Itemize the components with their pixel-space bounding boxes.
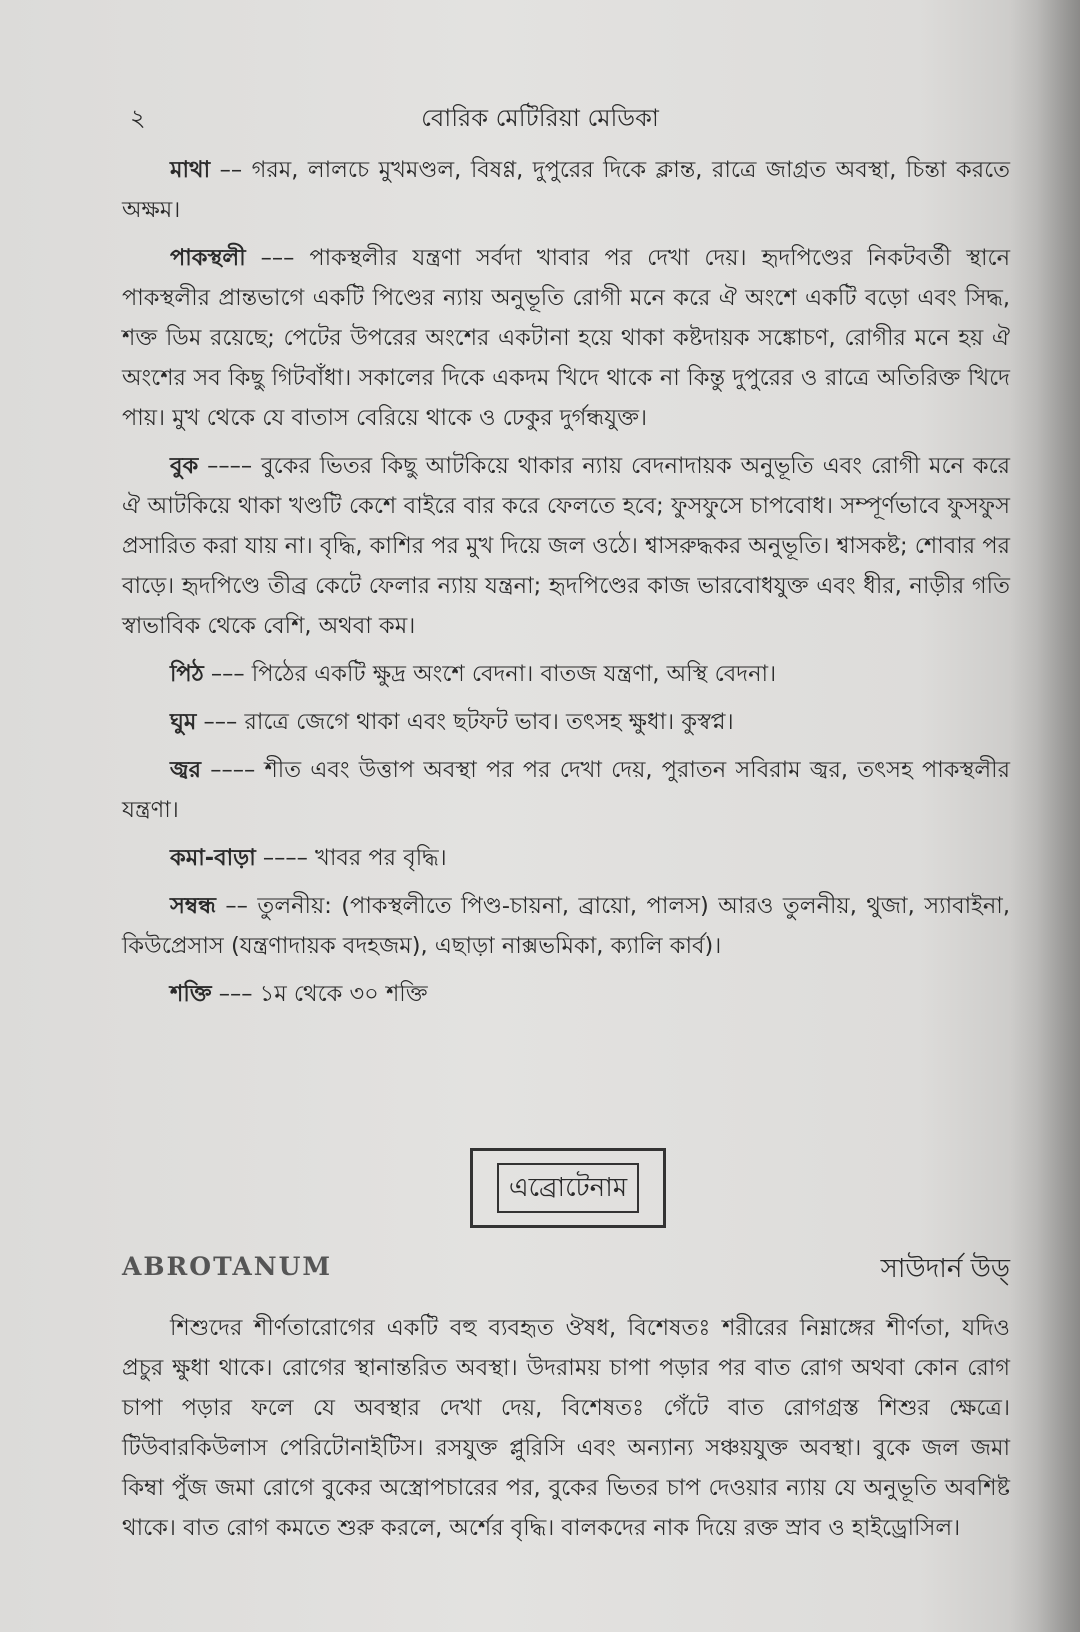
remedy-banner-text: এব্রোটেনাম: [497, 1163, 639, 1213]
main-text: [122, 150, 1010, 1022]
page-number: ২: [130, 104, 146, 132]
section-heading: বুক: [170, 453, 199, 479]
section-heading: পাকস্থলী: [170, 245, 246, 271]
section-body: –– গরম, লালচে মুখমণ্ডল, বিষণ্ণ, দুপুরের দিকে ক্লান্ত, রাত্রে জাগ্রত অবস্থা, চিন্তা করতে অক্ষম।: [122, 157, 1010, 223]
section-body: –––– খাবর পর বৃদ্ধি।: [255, 845, 447, 871]
section-heading: কমা-বাড়া: [170, 845, 256, 871]
section-body: ––– ১ম থেকে ৩০ শক্তি: [211, 981, 428, 1007]
remedy-name-banner: [470, 1148, 666, 1228]
section-back: [122, 654, 1010, 694]
section-body: ––– পিঠের একটি ক্ষুদ্র অংশে বেদনা। বাতজ যন্ত্রণা, অস্থি বেদনা।: [203, 661, 777, 687]
section-heading: মাথা: [170, 157, 211, 183]
running-title: বোরিক মেটিরিয়া মেডিকা: [421, 104, 659, 132]
section-heading: পিঠ: [170, 661, 204, 687]
section-body: ––– পাকস্থলীর যন্ত্রণা সর্বদা খাবার পর দেখা দেয়। হৃদপিণ্ডের নিকটবর্তী স্থানে পাকস্থলীর প্রান্তভাগে একটি পিণ্ডের ন্যায় অনুভূতি রোগী মনে করে ঐ অংশে একটি বড়ো এবং সিদ্ধ, শক্ত ডিম রয়েছে; পেটের উপরের অংশের একটানা হয়ে থাকা কষ্টদায়ক সঙ্কোচণ, রোগীর মনে হয় ঐ অংশের সব কিছু গিটবাঁধা। সকালের দিকে একদম খিদে থাকে না কিন্তু দুপুরের ও রাত্রে অতিরিক্ত খিদে পায়। মুখ থেকে যে বাতাস বেরিয়ে থাকে ও ঢেকুর দুর্গন্ধযুক্ত।: [122, 245, 1010, 431]
remedy-description: [122, 1308, 1010, 1556]
remedy-common-name: সাউদার্ন উড্: [880, 1254, 1010, 1284]
section-body: ––– রাত্রে জেগে থাকা এবং ছটফট ভাব। তৎসহ ক্ষুধা। কুস্বপ্ন।: [196, 709, 734, 735]
remedy-title-row: [122, 1244, 1010, 1292]
section-body: –––– শীত এবং উত্তাপ অবস্থা পর পর দেখা দেয়, পুরাতন সবিরাম জ্বর, তৎসহ পাকস্থলীর যন্ত্রণা।: [122, 757, 1010, 823]
section-relationship: [122, 886, 1010, 966]
page-edge-shadow: [1010, 0, 1080, 1632]
section-sleep: [122, 702, 1010, 742]
section-modalities: [122, 838, 1010, 878]
section-head-mind: [122, 150, 1010, 230]
remedy-latin-name: ABROTANUM: [122, 1252, 333, 1281]
section-heading: জ্বর: [170, 757, 202, 783]
section-heading: ঘুম: [170, 709, 197, 735]
section-heading: শক্তি: [170, 981, 212, 1007]
section-stomach: [122, 238, 1010, 438]
section-body: –––– বুকের ভিতর কিছু আটকিয়ে থাকার ন্যায় বেদনাদায়ক অনুভূতি এবং রোগী মনে করে ঐ আটকিয়ে থাকা খণ্ডটি কেশে বাইরে বার করে ফেলতে হবে; ফুসফুসে চাপবোধ। সম্পূর্ণভাবে ফুসফুস প্রসারিত করা যায় না। বৃদ্ধি, কাশির পর মুখ দিয়ে জল ওঠে। শ্বাসরুদ্ধকর অনুভূতি। শ্বাসকষ্ট; শোবার পর বাড়ে। হৃদপিণ্ডে তীব্র কেটে ফেলার ন্যায় যন্ত্রনা; হৃদপিণ্ডের কাজ ভারবোধযুক্ত এবং ধীর, নাড়ীর গতি স্বাভাবিক থেকে বেশি, অথবা কম।: [122, 453, 1010, 639]
remedy-paragraph: শিশুদের শীর্ণতারোগের একটি বহু ব্যবহৃত ঔষধ, বিশেষতঃ শরীরের নিম্নাঙ্গের শীর্ণতা, যদিও প্রচুর ক্ষুধা থাকে। রোগের স্থানান্তরিত অবস্থা। উদরাময় চাপা পড়ার পর বাত রোগ অথবা কোন রোগ চাপা পড়ার ফলে যে অবস্থার দেখা দেয়, বিশেষতঃ গেঁটে বাত রোগগ্রস্ত শিশুর ক্ষেত্রে। টিউবারকিউলাস পেরিটোনাইটিস। রসযুক্ত প্লুরিসি এবং অন্যান্য সঞ্চয়যুক্ত অবস্থা। বুকে জল জমা কিম্বা পুঁজ জমা রোগে বুকের অস্ত্রোপচারের পর, বুকের ভিতর চাপ দেওয়ার ন্যায় যে অনুভূতি অবশিষ্ট থাকে। বাত রোগ কমতে শুরু করলে, অর্শের বৃদ্ধি। বালকদের নাক দিয়ে রক্ত স্রাব ও হাইড্রোসিল।: [122, 1315, 1010, 1541]
section-body: –– তুলনীয়: (পাকস্থলীতে পিণ্ড-চায়না, ব্রায়ো, পালস) আরও তুলনীয়, থুজা, স্যাবাইনা, কিউপ্রেসাস (যন্ত্রণাদায়ক বদহজম), এছাড়া নাক্সভমিকা, ক্যালি কার্ব)।: [122, 893, 1010, 959]
section-chest: [122, 446, 1010, 646]
page-header: [122, 96, 958, 136]
section-dose: [122, 974, 1010, 1014]
section-heading: সম্বন্ধ: [170, 893, 216, 919]
section-fever: [122, 750, 1010, 830]
